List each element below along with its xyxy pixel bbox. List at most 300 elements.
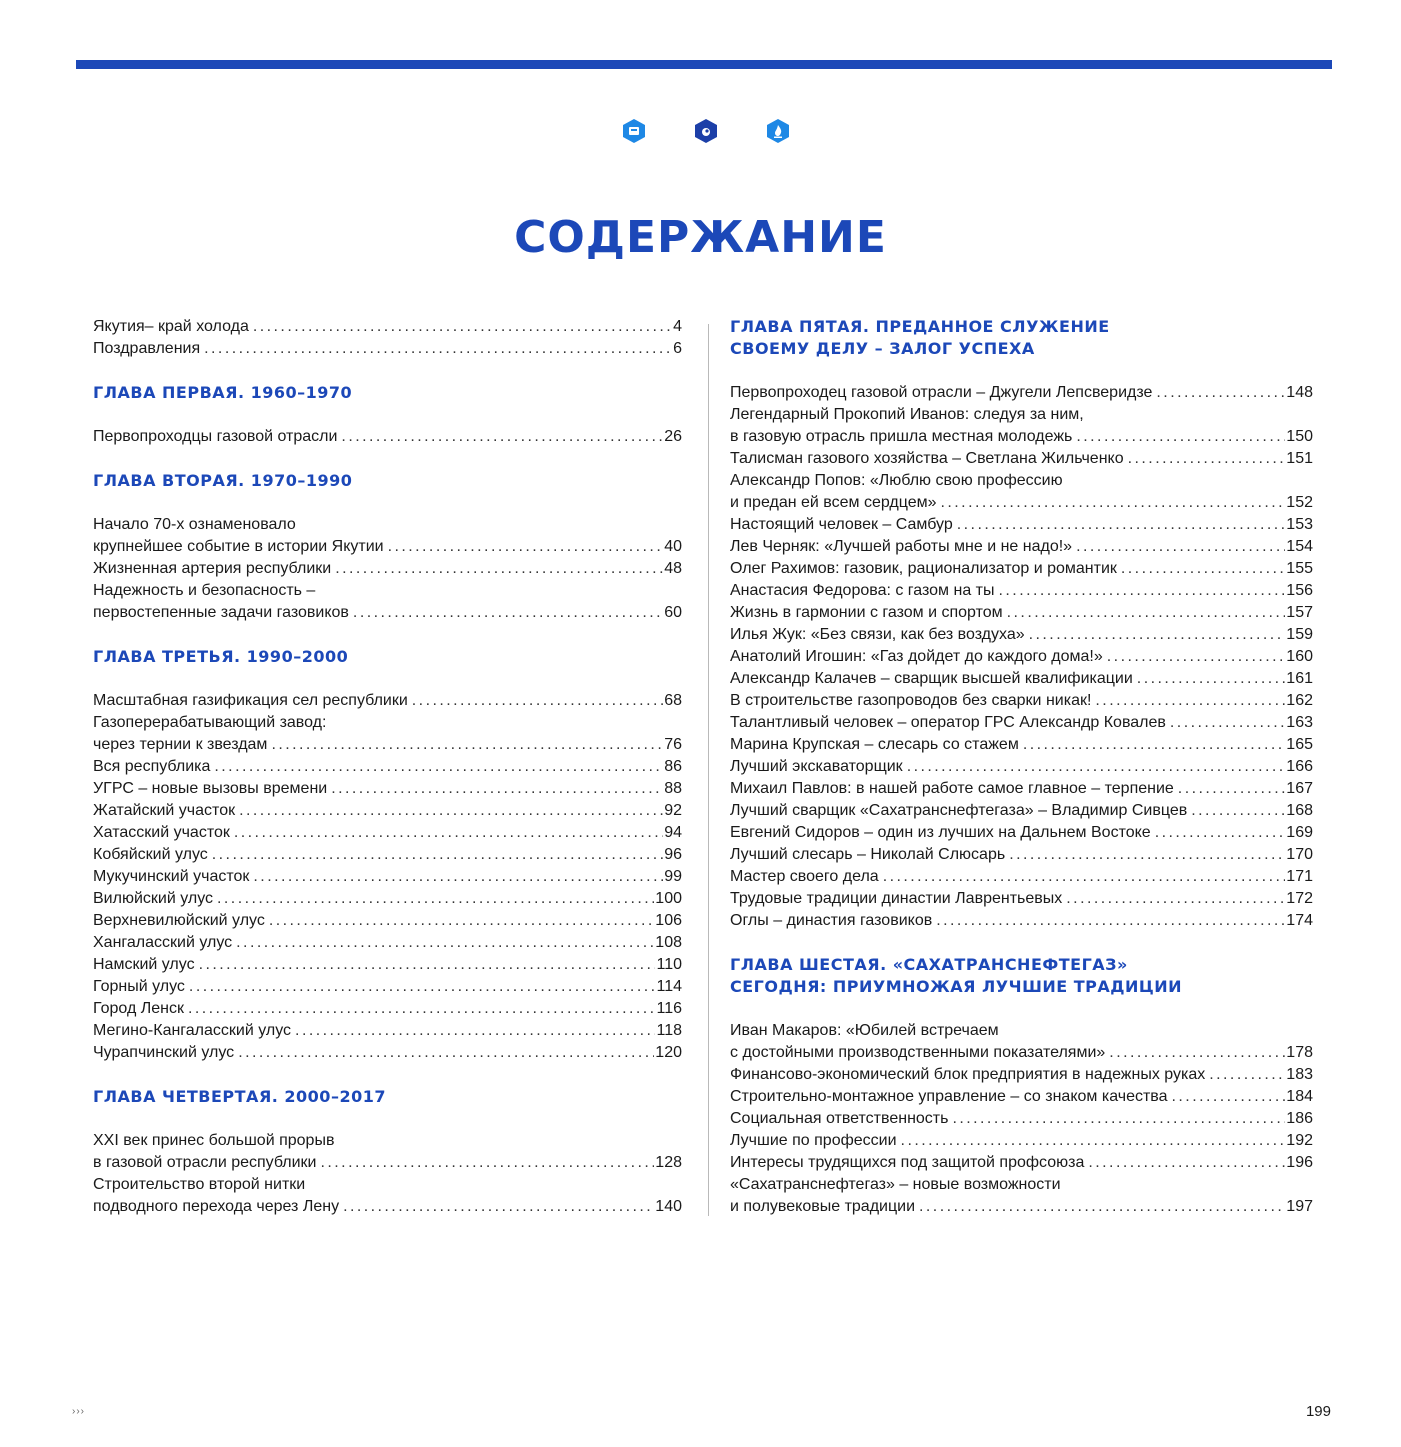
dot-leader [883, 866, 1286, 888]
toc-entry-title: Жизненная артерия республики [93, 560, 332, 577]
toc-entry [93, 690, 682, 712]
toc-page-number: 88 [664, 780, 682, 797]
dot-leader [214, 756, 663, 778]
dot-leader [1076, 536, 1285, 558]
toc-entry-line [730, 382, 1313, 404]
toc-entry-line [93, 426, 682, 448]
toc-entry-line [93, 602, 682, 624]
toc-entry-title: УГРС – новые вызовы времени [93, 780, 328, 797]
dot-leader [204, 338, 672, 360]
toc-entry-line [730, 1130, 1313, 1152]
toc-entry [93, 338, 682, 360]
dot-leader [1023, 734, 1285, 756]
toc-entry-line [730, 690, 1313, 712]
toc-entry-title: Лучший сварщик «Сахатранснефтегаза» – Владимир Сивцев [730, 802, 1188, 819]
toc-entry-group [93, 514, 682, 624]
toc-entry-line [730, 756, 1313, 778]
toc-page-number: 159 [1286, 626, 1313, 643]
toc-entry-title: первостепенные задачи газовиков [93, 604, 349, 621]
toc-entry-title: Вилюйский улус [93, 890, 214, 907]
toc-page-number: 157 [1286, 604, 1313, 621]
toc-page-number: 86 [664, 758, 682, 775]
toc-page-number: 160 [1286, 648, 1313, 665]
dot-leader [236, 932, 654, 954]
toc-entry [730, 1174, 1313, 1218]
dot-leader [335, 558, 663, 580]
toc-entry [93, 998, 682, 1020]
toc-entry-title: Анатолий Игошин: «Газ дойдет до каждого дома!» [730, 648, 1103, 665]
toc-entry-title: подводного перехода через Лену [93, 1198, 340, 1215]
chapter-heading [93, 1086, 682, 1108]
chapter-heading-line: СЕГОДНЯ: ПРИУМНОЖАЯ ЛУЧШИЕ ТРАДИЦИИ [730, 977, 1183, 996]
toc-page-number: 178 [1286, 1044, 1313, 1061]
toc-page-number: 153 [1286, 516, 1313, 533]
toc-entry-title: Финансово-экономический блок предприятия в надежных руках [730, 1066, 1206, 1083]
toc-page-number: 163 [1286, 714, 1313, 731]
toc-entry [730, 404, 1313, 448]
toc-page-number: 152 [1286, 494, 1313, 511]
chapter-heading [93, 646, 682, 668]
chapter-heading-line: ГЛАВА ПЕРВАЯ. 1960–1970 [93, 383, 353, 402]
toc-entry [730, 1086, 1313, 1108]
toc-entry-line [730, 1086, 1313, 1108]
dot-leader [901, 1130, 1286, 1152]
toc-entry [730, 1152, 1313, 1174]
toc-entry-title: Намский улус [93, 956, 195, 973]
toc-entry [730, 712, 1313, 734]
toc-entry-line [730, 536, 1313, 558]
toc-page-number: 106 [655, 912, 682, 929]
toc-page-number: 26 [664, 428, 682, 445]
toc-entry [730, 536, 1313, 558]
dot-leader [1121, 558, 1285, 580]
toc-page-number: 128 [655, 1154, 682, 1171]
toc-page-number: 156 [1286, 582, 1313, 599]
toc-entry-line [93, 888, 682, 910]
toc-page-number: 196 [1286, 1154, 1313, 1171]
dot-leader [239, 800, 663, 822]
toc-page-number: 169 [1286, 824, 1313, 841]
toc-entry-line [93, 932, 682, 954]
dot-leader [999, 580, 1286, 602]
chapter-heading [730, 316, 1313, 360]
toc-entry-line [730, 580, 1313, 602]
toc-entry-line [93, 1152, 682, 1174]
toc-entry-line [93, 976, 682, 998]
toc-entry-line [93, 536, 682, 558]
toc-page-number: 140 [655, 1198, 682, 1215]
toc-entry-title: Поздравления [93, 340, 201, 357]
toc-entry-title: Настоящий человек – Самбур [730, 516, 953, 533]
toc-entry-group [730, 1020, 1313, 1218]
toc-page-number: 148 [1286, 384, 1313, 401]
dot-leader [353, 602, 663, 624]
gas-drop-icon [694, 118, 718, 144]
chapter-heading-line: ГЛАВА ПЯТАЯ. ПРЕДАННОЕ СЛУЖЕНИЕ [730, 317, 1110, 336]
toc-entry-group [93, 316, 682, 360]
toc-page-number: 60 [664, 604, 682, 621]
toc-entry-title: Вся республика [93, 758, 211, 775]
toc-entry [730, 580, 1313, 602]
toc-entry-title: Горный улус [93, 978, 185, 995]
toc-entry-group [93, 690, 682, 1064]
toc-entry [93, 316, 682, 338]
toc-entry [730, 470, 1313, 514]
toc-entry-line [730, 668, 1313, 690]
toc-entry [730, 734, 1313, 756]
toc-entry [730, 866, 1313, 888]
toc-page-number: 154 [1286, 538, 1313, 555]
toc-entry-line [730, 448, 1313, 470]
toc-entry-line [730, 602, 1313, 624]
toc-entry [93, 778, 682, 800]
toc-entry [93, 954, 682, 976]
dot-leader [269, 910, 654, 932]
dot-leader [1029, 624, 1286, 646]
toc-entry-title: Олег Рахимов: газовик, рационализатор и романтик [730, 560, 1117, 577]
toc-page-number: 165 [1286, 736, 1313, 753]
toc-page-number: 162 [1286, 692, 1313, 709]
toc-entry [93, 1020, 682, 1042]
toc-entry [93, 756, 682, 778]
toc-entry-title: Социальная ответственность [730, 1110, 949, 1127]
toc-entry-line [730, 910, 1313, 932]
toc-entry-line [730, 822, 1313, 844]
toc-entry [93, 844, 682, 866]
toc-entry-title: в газовую отрасль пришла местная молодежь [730, 428, 1073, 445]
toc-entry [93, 1042, 682, 1064]
toc-entry [93, 580, 682, 624]
toc-entry [730, 514, 1313, 536]
toc-page-number: 114 [656, 978, 682, 995]
toc-entry-line [730, 1042, 1313, 1064]
dot-leader [1191, 800, 1285, 822]
dot-leader [188, 998, 656, 1020]
toc-entry [730, 624, 1313, 646]
toc-page-number: 100 [655, 890, 682, 907]
toc-entry-line [730, 1108, 1313, 1130]
dot-leader [1137, 668, 1286, 690]
dot-leader [1170, 712, 1285, 734]
dot-leader [957, 514, 1286, 536]
toc-page-number: 150 [1286, 428, 1313, 445]
toc-entry-group [93, 426, 682, 448]
toc-entry [730, 690, 1313, 712]
toc-entry-line [730, 426, 1313, 448]
toc-page-number: 110 [656, 956, 682, 973]
toc-entry-line [93, 778, 682, 800]
toc-entry [730, 756, 1313, 778]
toc-entry-title: крупнейшее событие в истории Якутии [93, 538, 384, 555]
toc-entry [730, 646, 1313, 668]
dot-leader [253, 316, 672, 338]
toc-page-number: 116 [656, 1000, 682, 1017]
dot-leader [936, 910, 1285, 932]
toc-page-number: 183 [1286, 1066, 1313, 1083]
toc-entry-title: Евгений Сидоров – один из лучших на Дальнем Востоке [730, 824, 1151, 841]
toc-entry [730, 778, 1313, 800]
toc-entry-title: Хангаласский улус [93, 934, 233, 951]
toc-entry [730, 558, 1313, 580]
toc-entry [93, 800, 682, 822]
dot-leader [941, 492, 1286, 514]
toc-page-number: 76 [664, 736, 682, 753]
dot-leader [321, 1152, 655, 1174]
toc-entry-title: Верхневилюйский улус [93, 912, 265, 929]
toc-page-number: 120 [655, 1044, 682, 1061]
toc-page-number: 174 [1286, 912, 1313, 929]
toc-entry-line [730, 558, 1313, 580]
toc-entry-line [93, 866, 682, 888]
dot-leader [1109, 1042, 1285, 1064]
toc-entry-line [730, 734, 1313, 756]
toc-entry-title: Интересы трудящихся под защитой профсоюза [730, 1154, 1085, 1171]
toc-entry [93, 712, 682, 756]
footer-arrows: ››› [72, 1406, 85, 1417]
toc-page-number: 151 [1286, 450, 1313, 467]
dot-leader [1007, 602, 1286, 624]
toc-entry [730, 1108, 1313, 1130]
toc-entry-title: и предан ей всем сердцем» [730, 494, 937, 511]
toc-entry [93, 514, 682, 558]
dot-leader [253, 866, 663, 888]
toc-entry [730, 1064, 1313, 1086]
toc-entry [730, 382, 1313, 404]
toc-entry [93, 910, 682, 932]
dot-leader [412, 690, 663, 712]
toc-right-column [730, 316, 1313, 1240]
toc-page-number: 172 [1286, 890, 1313, 907]
toc-entry-title: Лев Черняк: «Лучшей работы мне и не надо!» [730, 538, 1073, 555]
toc-entry-title: и полувековые традиции [730, 1198, 916, 1215]
page-title: СОДЕРЖАНИЕ [514, 212, 887, 263]
header-icons [0, 118, 1401, 148]
chapter-heading [93, 382, 682, 404]
toc-page-number: 48 [664, 560, 682, 577]
toc-page-number: 94 [664, 824, 682, 841]
toc-entry-title: Талисман газового хозяйства – Светлана Жильченко [730, 450, 1124, 467]
gas-flame-icon [766, 118, 790, 144]
toc-entry [93, 888, 682, 910]
toc-entry-line [93, 1042, 682, 1064]
toc-entry-line [93, 844, 682, 866]
toc-entry-line [93, 998, 682, 1020]
toc-entry-title: Масштабная газификация сел республики [93, 692, 408, 709]
toc-entry-line [730, 1064, 1313, 1086]
toc-page-number: 92 [664, 802, 682, 819]
dot-leader [234, 822, 663, 844]
page-number: 199 [1305, 1403, 1331, 1420]
toc-entry-title: Анастасия Федорова: с газом на ты [730, 582, 995, 599]
toc-entry-line [93, 558, 682, 580]
toc-entry [730, 602, 1313, 624]
toc-entry-title: Лучшие по профессии [730, 1132, 897, 1149]
toc-entry-line [93, 954, 682, 976]
dot-leader [1178, 778, 1286, 800]
toc-entry [730, 448, 1313, 470]
toc-entry-group [93, 1130, 682, 1218]
top-accent-bar [76, 60, 1332, 69]
dot-leader [1009, 844, 1285, 866]
toc-entry-title: Жизнь в гармонии с газом и спортом [730, 604, 1003, 621]
toc-entry-title: Чурапчинский улус [93, 1044, 235, 1061]
dot-leader [341, 426, 663, 448]
toc-entry [730, 910, 1313, 932]
toc-entry [730, 1020, 1313, 1064]
toc-page-number: 4 [673, 318, 682, 335]
toc-entry-title-line: Иван Макаров: «Юбилей встречаем [730, 1022, 999, 1039]
toc-entry-line [93, 338, 682, 360]
toc-entry-line [730, 778, 1313, 800]
toc-entry-title-line: Газоперерабатывающий завод: [93, 714, 327, 731]
toc-entry-line [730, 844, 1313, 866]
toc-entry-title-line: Надежность и безопасность – [93, 582, 316, 599]
dot-leader [331, 778, 663, 800]
toc-entry-title: Талантливый человек – оператор ГРС Александр Ковалев [730, 714, 1166, 731]
toc-entry-line [730, 712, 1313, 734]
toc-entry-line [730, 888, 1313, 910]
gas-meter-icon [622, 118, 646, 144]
dot-leader [1066, 888, 1285, 910]
toc-page-number: 166 [1286, 758, 1313, 775]
toc-entry-title: Илья Жук: «Без связи, как без воздуха» [730, 626, 1025, 643]
toc-page-number: 40 [664, 538, 682, 555]
chapter-heading [730, 954, 1313, 998]
toc-entry-line [93, 1196, 682, 1218]
chapter-heading [93, 470, 682, 492]
toc-entry [93, 426, 682, 448]
toc-entry-line [93, 756, 682, 778]
toc-page-number: 118 [656, 1022, 682, 1039]
chapter-heading-line: ГЛАВА ТРЕТЬЯ. 1990–2000 [93, 647, 349, 666]
toc-entry-title: Михаил Павлов: в нашей работе самое главное – терпение [730, 780, 1174, 797]
toc-entry-line [730, 514, 1313, 536]
dot-leader [1209, 1064, 1285, 1086]
toc-entry [93, 866, 682, 888]
toc-entry-line [93, 734, 682, 756]
dot-leader [1155, 822, 1286, 844]
toc-entry-title: через тернии к звездам [93, 736, 268, 753]
toc-entry-title-line: Начало 70-х ознаменовало [93, 516, 296, 533]
dot-leader [1156, 382, 1285, 404]
toc-entry-line [730, 624, 1313, 646]
toc-entry-title: с достойными производственными показателями» [730, 1044, 1106, 1061]
toc-entry-title: Лучший экскаваторщик [730, 758, 903, 775]
dot-leader [343, 1196, 654, 1218]
toc-entry-title: Трудовые традиции династии Лаврентьевых [730, 890, 1063, 907]
toc-page-number: 192 [1286, 1132, 1313, 1149]
toc-entry-title-line: Легендарный Прокопий Иванов: следуя за ним, [730, 406, 1084, 423]
dot-leader [271, 734, 663, 756]
toc-entry-title: в газовой отрасли республики [93, 1154, 317, 1171]
toc-entry [730, 888, 1313, 910]
dot-leader [919, 1196, 1285, 1218]
toc-entry-title: Первопроходец газовой отрасли – Джугели Лепсверидзе [730, 384, 1153, 401]
column-divider [708, 324, 709, 1216]
toc-entry-title: Мукучинский участок [93, 868, 250, 885]
toc-entry-line [730, 492, 1313, 514]
toc-entry-title-line: XXI век принес большой прорыв [93, 1132, 335, 1149]
toc-entry [730, 800, 1313, 822]
toc-entry [93, 1130, 682, 1174]
dot-leader [952, 1108, 1285, 1130]
toc-entry-line [93, 690, 682, 712]
toc-page-number: 96 [664, 846, 682, 863]
dot-leader [388, 536, 664, 558]
toc-entry [93, 822, 682, 844]
toc-entry [93, 558, 682, 580]
toc-entry-group [730, 382, 1313, 932]
toc-page-number: 168 [1286, 802, 1313, 819]
toc-entry-title: Город Ленск [93, 1000, 184, 1017]
toc-left-column [93, 316, 682, 1240]
toc-page-number: 99 [664, 868, 682, 885]
toc-entry-title: Оглы – династия газовиков [730, 912, 933, 929]
toc-entry-title: Жатайский участок [93, 802, 236, 819]
chapter-heading-line: ГЛАВА ШЕСТАЯ. «САХАТРАНСНЕФТЕГАЗ» [730, 955, 1128, 974]
dot-leader [1095, 690, 1285, 712]
toc-page-number: 171 [1286, 868, 1313, 885]
toc-entry-line [93, 316, 682, 338]
toc-entry-title: Мастер своего дела [730, 868, 879, 885]
toc-page-number: 108 [655, 934, 682, 951]
toc-entry [730, 822, 1313, 844]
toc-entry-line [93, 910, 682, 932]
toc-entry-title: Строительно-монтажное управление – со знаком качества [730, 1088, 1168, 1105]
toc-page-number: 197 [1286, 1198, 1313, 1215]
toc-entry-line [730, 1196, 1313, 1218]
toc-entry-title-line: Александр Попов: «Люблю свою профессию [730, 472, 1063, 489]
dot-leader [1076, 426, 1285, 448]
toc-page-number: 186 [1286, 1110, 1313, 1127]
toc-page-number: 161 [1286, 670, 1313, 687]
toc-page-number: 68 [664, 692, 682, 709]
dot-leader [907, 756, 1286, 778]
dot-leader [1088, 1152, 1285, 1174]
toc-page-number: 6 [673, 340, 682, 357]
toc-page-number: 170 [1286, 846, 1313, 863]
dot-leader [238, 1042, 654, 1064]
dot-leader [212, 844, 663, 866]
toc-entry-title: Лучший слесарь – Николай Слюсарь [730, 846, 1006, 863]
toc-entry-line [93, 1020, 682, 1042]
toc-entry-title: В строительстве газопроводов без сварки никак! [730, 692, 1092, 709]
toc-entry [730, 668, 1313, 690]
toc-entry-line [730, 1152, 1313, 1174]
dot-leader [199, 954, 656, 976]
dot-leader [295, 1020, 655, 1042]
toc-entry-title-line: «Сахатранснефтегаз» – новые возможности [730, 1176, 1061, 1193]
toc-page-number: 167 [1286, 780, 1313, 797]
toc-entry [730, 1130, 1313, 1152]
toc-entry-title: Хатасский участок [93, 824, 230, 841]
toc-entry-title: Мегино-Кангаласский улус [93, 1022, 292, 1039]
chapter-heading-line: ГЛАВА ЧЕТВЕРТАЯ. 2000–2017 [93, 1087, 386, 1106]
toc-entry-title: Марина Крупская – слесарь со стажем [730, 736, 1019, 753]
toc-entry [93, 976, 682, 998]
toc-entry-title: Первопроходцы газовой отрасли [93, 428, 338, 445]
toc-entry-line [730, 866, 1313, 888]
toc-entry-title-line: Строительство второй нитки [93, 1176, 306, 1193]
toc-page-number: 155 [1286, 560, 1313, 577]
toc-entry [93, 1174, 682, 1218]
dot-leader [1128, 448, 1286, 470]
dot-leader [1172, 1086, 1286, 1108]
dot-leader [1107, 646, 1286, 668]
toc-entry-title: Кобяйский улус [93, 846, 208, 863]
toc-entry [93, 932, 682, 954]
toc-entry-title: Александр Калачев – сварщик высшей квалификации [730, 670, 1133, 687]
